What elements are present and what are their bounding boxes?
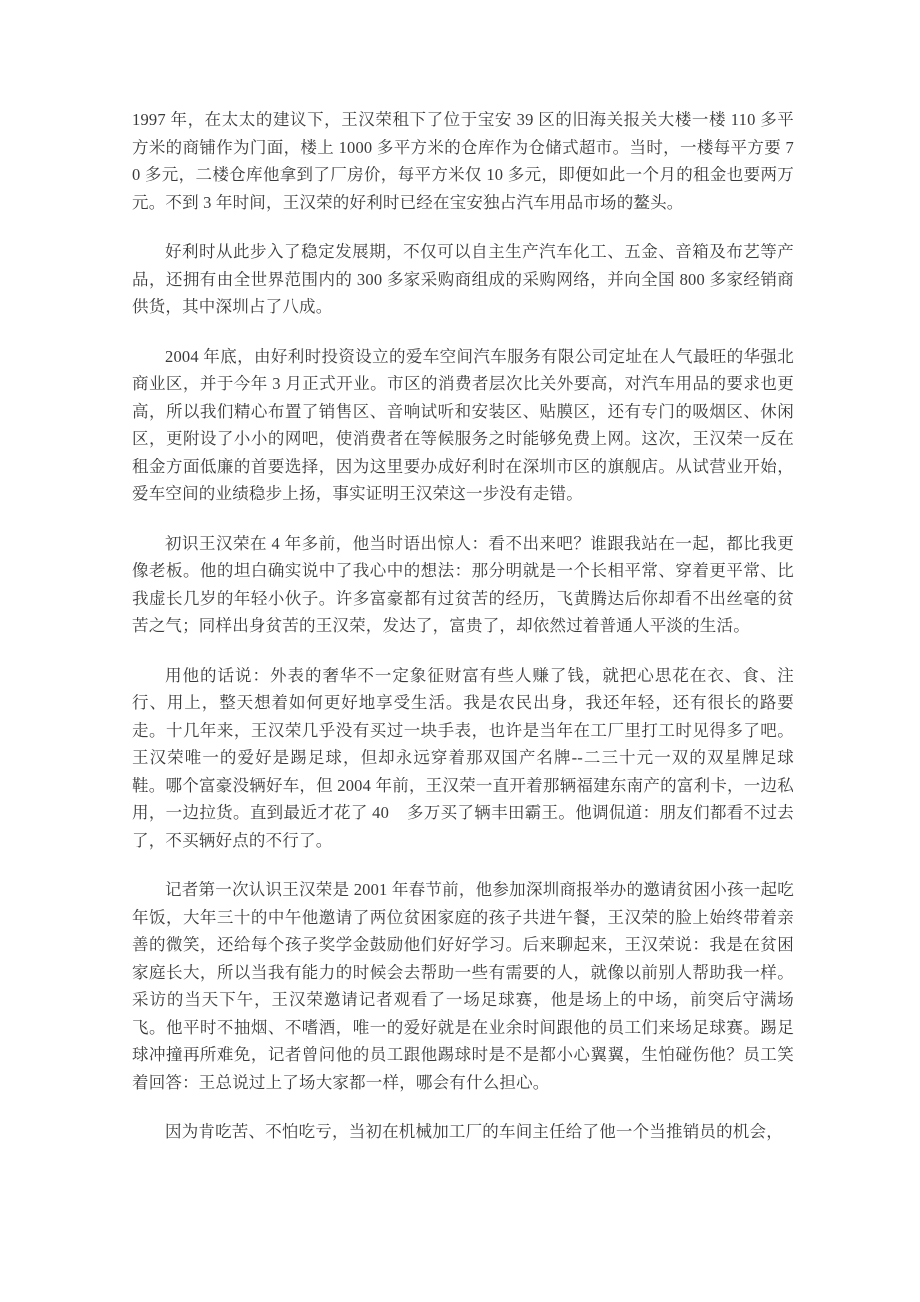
paragraph-2: 好利时从此步入了稳定发展期，不仅可以自主生产汽车化工、五金、音箱及布艺等产品，还拥有由全世界范围内的 300 多家采购商组成的采购网络，并向全国 800 多家经销商供货，其中深圳占了八成。 — [132, 242, 794, 316]
paragraph-4: 初识王汉荣在 4 年多前，他当时语出惊人：看不出来吧？谁跟我站在一起，都比我更像老板。他的坦白确实说中了我心中的想法：那分明就是一个长相平常、穿着更平常、比我虚长几岁的年轻小伙子。许多富豪都有过贫苦的经历，飞黄腾达后你却看不出丝毫的贫苦之气；同样出身贫苦的王汉荣，发达了，富贵了，却依然过着普通人平淡的生活。 — [132, 533, 794, 635]
paragraph-1: 1997 年，在太太的建议下，王汉荣租下了位于宝安 39 区的旧海关报关大楼一楼 110 多平方米的商铺作为门面，楼上 1000 多平方米的仓库作为仓储式超市。当时，一楼每平方要 70 多元，二楼仓库他拿到了厂房价，每平方米仅 10 多元，即便如此一个月的租金也要两万元。不到 3 年时间，王汉荣的好利时已经在宝安独占汽车用品市场的鳌头。 — [132, 110, 794, 212]
paragraph-6: 记者第一次认识王汉荣是 2001 年春节前，他参加深圳商报举办的邀请贫困小孩一起吃年饭，大年三十的中午他邀请了两位贫困家庭的孩子共进午餐，王汉荣的脸上始终带着亲善的微笑，还给每个孩子奖学金鼓励他们好好学习。后来聊起来，王汉荣说：我是在贫困家庭长大，所以当我有能力的时候会去帮助一些有需要的人，就像以前别人帮助我一样。采访的当天下午，王汉荣邀请记者观看了一场足球赛，他是场上的中场，前突后守满场飞。他平时不抽烟、不嗜酒，唯一的爱好就是在业余时间跟他的员工们来场足球赛。踢足球冲撞再所难免，记者曾问他的员工跟他踢球时是不是都小心翼翼，生怕碰伤他？员工笑着回答：王总说过上了场大家都一样，哪会有什么担心。 — [132, 880, 794, 1092]
paragraph-3: 2004 年底，由好利时投资设立的爱车空间汽车服务有限公司定址在人气最旺的华强北商业区，并于今年 3 月正式开业。市区的消费者层次比关外要高，对汽车用品的要求也更高，所以我们精心布置了销售区、音响试听和安装区、贴膜区，还有专门的吸烟区、休闲区，更附设了小小的网吧，使消费者在等候服务之时能够免费上网。这次，王汉荣一反在租金方面低廉的首要选择，因为这里要办成好利时在深圳市区的旗舰店。从试营业开始，爱车空间的业绩稳步上扬，事实证明王汉荣这一步没有走错。 — [132, 346, 794, 503]
paragraph-5: 用他的话说：外表的奢华不一定象征财富有些人赚了钱，就把心思花在衣、食、注行、用上，整天想着如何更好地享受生活。我是农民出身，我还年轻，还有很长的路要走。十几年来，王汉荣几乎没有买过一块手表，也许是当年在工厂里打工时见得多了吧。王汉荣唯一的爱好是踢足球，但却永远穿着那双国产名牌--二三十元一双的双星牌足球鞋。哪个富豪没辆好车，但 2004 年前，王汉荣一直开着那辆福建东南产的富利卡，一边私用，一边拉货。直到最近才花了 40 多万买了辆丰田霸王。他调侃道：朋友们都看不过去了，不买辆好点的不行了。 — [132, 665, 794, 850]
paragraph-7: 因为肯吃苦、不怕吃亏，当初在机械加工厂的车间主任给了他一个当推销员的机会， — [165, 1122, 783, 1141]
